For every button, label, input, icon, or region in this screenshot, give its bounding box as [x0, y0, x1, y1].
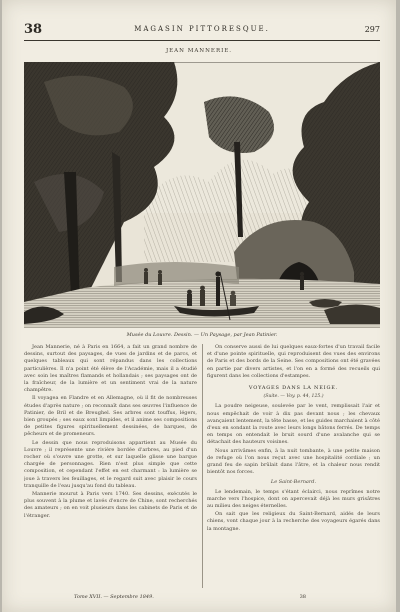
signature-mark: 38 — [299, 594, 306, 600]
folio-number: 297 — [364, 25, 380, 34]
subsection-heading: Le Saint-Bernard. — [270, 479, 317, 486]
left-paragraph: Le dessin que nous reproduisons appartient au Musée du Louvre ; il représente une rivière bordée d'arbres, au pied d'un rocher où s'ouvre une grotte, et sur laquelle glisse une barque chargée de personnages. Rien n'est plus simple que cette composition, et cependant l'effet en est charmant : la lumière se joue à travers les feuillages, et le regard suit avec plaisir le cours tranquille de l'eau jusqu'au fond du tableau. — [24, 439, 197, 489]
landscape-engraving — [24, 62, 380, 328]
volume-line: Tome XVII. — Septembre 1849. — [74, 594, 154, 600]
article-title: JEAN MANNERIE. — [165, 48, 233, 54]
magazine-title: MAGASIN PITTORESQUE. — [134, 25, 270, 33]
left-column — [24, 344, 197, 590]
page-number: 38 — [24, 22, 43, 37]
column-divider — [202, 344, 203, 588]
right-column — [207, 344, 380, 590]
right-paragraph: Nous arrivâmes enfin, à la nuit tombante, à une petite maison de refuge où l'on nous reçut avec une hospitalité cordiale ; un grand feu de sapin brûlait dans l'âtre, et la chaleur nous rendit bientôt nos forces. — [207, 447, 380, 476]
left-paragraph: Jean Mannerie, né à Paris en 1664, a fait un grand nombre de dessins, surtout des paysages, de vues de jardins et de parcs, et quelques tableaux qui sont répandus dans les collections particulières. Il n'a point été élève de l'Académie, mais il a étudié avec soin les maîtres flamands et hollandais ; ses paysages ont de la fraîcheur, de la lumière et un sentiment vrai de la nature champêtre. — [24, 344, 197, 394]
right-paragraph: On conserve aussi de lui quelques eaux-fortes d'un travail facile et d'une pointe spirituelle, qui reproduisent des vues des environs de Paris et des bords de la Seine. Ses compositions ont été gravées en partie par divers artistes, et l'on en a formé des recueils qui figurent dans les collections d'estampes. — [207, 344, 380, 379]
right-paragraph: Le lendemain, le temps s'étant éclairci, nous reprîmes notre marche vers l'hospice, dont on apercevait déjà les murs grisâtres au milieu des neiges éternelles. — [207, 488, 380, 510]
left-paragraph: Mannerie mourut à Paris vers 1740. Ses dessins, exécutés le plus souvent à la plume et lavés d'encre de Chine, sont recherchés des amateurs ; on en voit plusieurs dans les cabinets de Paris et de l'étranger. — [24, 491, 197, 519]
section-subtitle: (Suite. — Voy. p. 44, 125.) — [263, 394, 324, 400]
page-sheet — [2, 0, 396, 612]
section-title: VOYAGES DANS LA NEIGE. — [248, 385, 339, 392]
right-paragraph: On sait que les religieux du Saint-Bernard, aidés de leurs chiens, vont chaque jour à la recherche des voyageurs égarés dans la montagne. — [207, 511, 380, 532]
figure-caption: Musée du Louvre. Dessin. — Un Paysage, par Jean Patinier. — [126, 332, 278, 338]
engraving-illustration — [24, 62, 380, 328]
header-rule — [24, 40, 380, 41]
right-paragraph: La poudre neigeuse, soulevée par le vent, remplissait l'air et nous empêchait de voir à dix pas devant nous ; les chevaux avançaient lentement, la tête basse, et les guides marchaient à côté d'eux en sondant la route avec leurs longs bâtons ferrés. De temps en temps on entendait le bruit sourd d'une avalanche qui se détachait des hauteurs voisines. — [207, 403, 380, 446]
running-head — [24, 22, 380, 36]
left-paragraph: Il voyagea en Flandre et en Allemagne, où il fit de nombreuses études d'après nature ; on reconnaît dans ses œuvres l'influence de Patinier, de Bril et de Breughel. Ses arbres sont touffus, légers, bien groupés ; ses eaux sont limpides, et il anime ses compositions de petites figures spirituellement dessinées, de barques, de pêcheurs et de promeneurs. — [24, 395, 197, 438]
page-footer — [24, 594, 380, 604]
